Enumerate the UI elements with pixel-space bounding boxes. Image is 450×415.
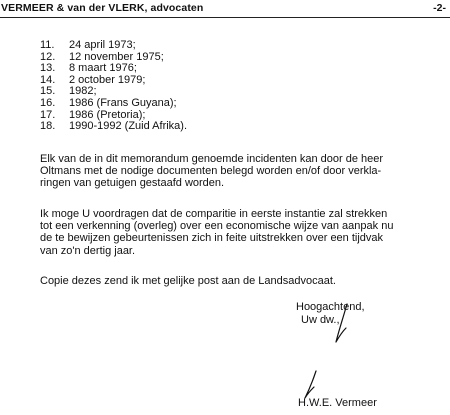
firm-name: VERMEER & van der VLERK, advocaten	[1, 2, 204, 14]
closing-line: Uw dw.,	[301, 314, 340, 326]
list-item	[40, 121, 440, 133]
item-text: 1986 (Frans Guyana);	[69, 96, 177, 109]
item-number: 13.	[40, 62, 56, 75]
paragraph-line: Ik moge U voordragen dat de comparitie in eerste instantie zal strekken	[40, 208, 388, 220]
closing-line: Hoogachtend,	[296, 301, 365, 313]
letterhead	[0, 0, 450, 20]
signature-stroke	[305, 371, 316, 398]
item-number: 16.	[40, 96, 56, 109]
paragraph-line: Elk van de in dit memorandum genoemde incidenten kan door de heer	[40, 153, 384, 165]
item-text: 1982;	[69, 85, 97, 98]
item-text: 12 november 1975;	[69, 50, 164, 63]
paragraph-line: Oltmans met de nodige documenten belegd worden en/of door verkla-	[40, 165, 382, 178]
list-item	[40, 98, 440, 110]
list-item	[40, 75, 440, 87]
item-number: 15.	[40, 85, 56, 98]
paragraph-line: van zo'n dertig jaar.	[40, 244, 136, 257]
incident-list	[40, 40, 440, 133]
item-text: 1990-1992 (Zuid Afrika).	[69, 120, 188, 133]
item-text: 8 maart 1976;	[69, 62, 137, 75]
list-item	[40, 40, 440, 52]
paragraph-line: de te bewijzen gebeurtenissen zich in feite uitstrekken over een tijdvak	[40, 232, 384, 245]
paragraph-incidents-evidence	[40, 153, 450, 190]
paragraph-copy-note	[40, 275, 450, 287]
paragraph-line: ringen van getuigen gestaafd worden.	[40, 177, 225, 190]
item-text: 1986 (Pretoria);	[69, 108, 146, 121]
item-number: 14.	[40, 73, 56, 86]
paragraph-line: tot een verkenning (overleg) over een economische wijze van aanpak nu	[40, 220, 394, 233]
item-number: 17.	[40, 108, 56, 121]
paragraph-proposal	[40, 208, 450, 257]
item-number: 18.	[40, 120, 56, 133]
item-text: 24 april 1973;	[69, 39, 136, 51]
item-text: 2 october 1979;	[69, 73, 146, 86]
paragraph-line: Copie dezes zend ik met gelijke post aan de Landsadvocaat.	[40, 275, 336, 287]
closing-salutation	[296, 301, 365, 327]
header-divider	[0, 17, 450, 18]
signer-name: H.W.E. Vermeer	[298, 397, 377, 409]
item-number: 11.	[40, 39, 55, 51]
page-number: -2-	[433, 2, 446, 14]
item-number: 12.	[40, 50, 56, 63]
